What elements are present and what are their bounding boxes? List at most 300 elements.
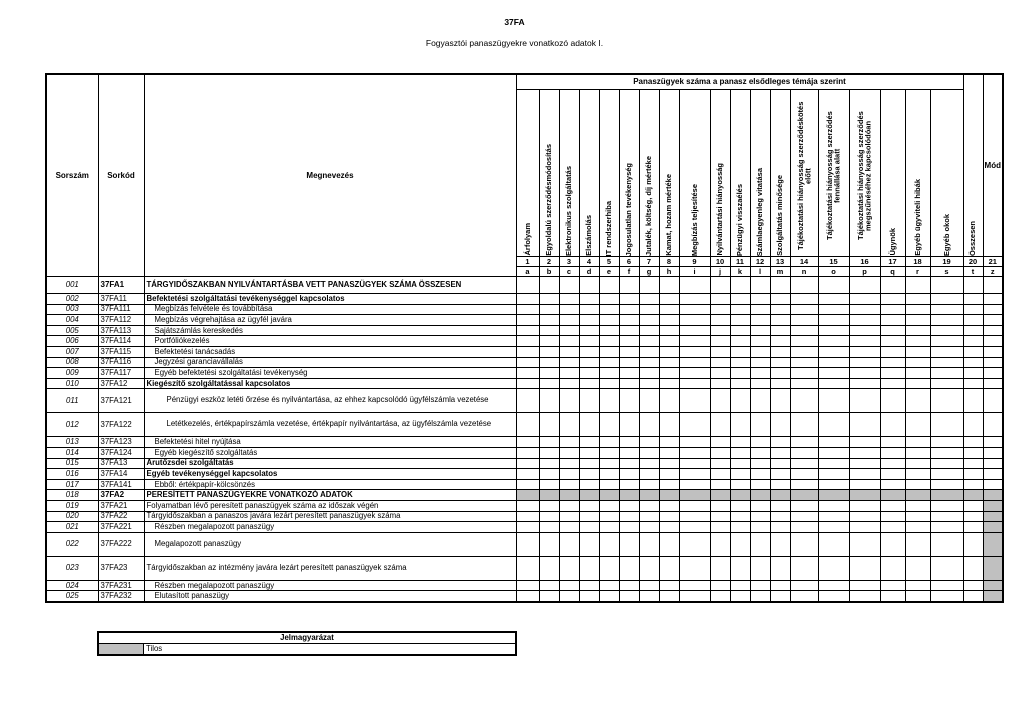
data-cell[interactable]: [619, 522, 639, 533]
data-cell[interactable]: [639, 325, 659, 336]
data-cell[interactable]: [559, 511, 579, 522]
data-cell[interactable]: [905, 325, 930, 336]
data-cell[interactable]: [770, 458, 790, 469]
data-cell[interactable]: [710, 556, 730, 580]
data-cell[interactable]: [963, 458, 983, 469]
data-cell[interactable]: [559, 458, 579, 469]
data-cell[interactable]: [880, 447, 905, 458]
data-cell[interactable]: [659, 304, 679, 315]
data-cell[interactable]: [559, 437, 579, 448]
data-cell[interactable]: [516, 346, 539, 357]
data-cell[interactable]: [639, 315, 659, 326]
data-cell[interactable]: [710, 458, 730, 469]
data-cell[interactable]: [818, 469, 849, 480]
data-cell[interactable]: [849, 479, 880, 490]
data-cell[interactable]: [790, 294, 818, 305]
data-cell[interactable]: [679, 378, 710, 389]
data-cell[interactable]: [539, 437, 559, 448]
data-cell[interactable]: [639, 469, 659, 480]
data-cell[interactable]: [619, 532, 639, 556]
data-cell[interactable]: [930, 315, 963, 326]
data-cell[interactable]: [659, 315, 679, 326]
data-cell[interactable]: [539, 336, 559, 347]
data-cell[interactable]: [619, 357, 639, 368]
data-cell[interactable]: [963, 532, 983, 556]
data-cell[interactable]: [880, 346, 905, 357]
data-cell[interactable]: [619, 511, 639, 522]
data-cell[interactable]: [963, 556, 983, 580]
data-cell[interactable]: [559, 304, 579, 315]
data-cell[interactable]: [710, 346, 730, 357]
data-cell[interactable]: [730, 458, 750, 469]
data-cell[interactable]: [579, 469, 599, 480]
data-cell[interactable]: [679, 447, 710, 458]
data-cell[interactable]: [930, 447, 963, 458]
data-cell[interactable]: [710, 357, 730, 368]
data-cell[interactable]: [710, 532, 730, 556]
data-cell[interactable]: [983, 294, 1003, 305]
data-cell[interactable]: [930, 294, 963, 305]
data-cell[interactable]: [539, 511, 559, 522]
data-cell[interactable]: [539, 479, 559, 490]
data-cell[interactable]: [849, 447, 880, 458]
data-cell[interactable]: [880, 458, 905, 469]
data-cell[interactable]: [559, 325, 579, 336]
data-cell[interactable]: [559, 469, 579, 480]
data-cell[interactable]: [983, 469, 1003, 480]
data-cell[interactable]: [930, 580, 963, 591]
data-cell[interactable]: [983, 413, 1003, 437]
data-cell[interactable]: [770, 479, 790, 490]
data-cell[interactable]: [710, 469, 730, 480]
data-cell[interactable]: [679, 368, 710, 379]
data-cell[interactable]: [539, 294, 559, 305]
data-cell[interactable]: [516, 591, 539, 602]
data-cell[interactable]: [750, 469, 770, 480]
data-cell[interactable]: [849, 532, 880, 556]
data-cell[interactable]: [679, 580, 710, 591]
data-cell[interactable]: [880, 294, 905, 305]
data-cell[interactable]: [679, 357, 710, 368]
data-cell[interactable]: [818, 591, 849, 602]
data-cell[interactable]: [516, 437, 539, 448]
data-cell[interactable]: [750, 294, 770, 305]
data-cell[interactable]: [539, 389, 559, 413]
data-cell[interactable]: [679, 346, 710, 357]
data-cell[interactable]: [730, 580, 750, 591]
data-cell[interactable]: [679, 500, 710, 511]
data-cell[interactable]: [659, 294, 679, 305]
data-cell[interactable]: [659, 556, 679, 580]
data-cell[interactable]: [710, 522, 730, 533]
data-cell[interactable]: [516, 556, 539, 580]
data-cell[interactable]: [849, 368, 880, 379]
data-cell[interactable]: [818, 447, 849, 458]
data-cell[interactable]: [963, 437, 983, 448]
data-cell[interactable]: [730, 500, 750, 511]
data-cell[interactable]: [710, 500, 730, 511]
data-cell[interactable]: [983, 479, 1003, 490]
data-cell[interactable]: [516, 458, 539, 469]
data-cell[interactable]: [983, 458, 1003, 469]
data-cell[interactable]: [750, 346, 770, 357]
data-cell[interactable]: [516, 325, 539, 336]
data-cell[interactable]: [659, 511, 679, 522]
data-cell[interactable]: [639, 304, 659, 315]
data-cell[interactable]: [730, 304, 750, 315]
data-cell[interactable]: [619, 500, 639, 511]
data-cell[interactable]: [730, 294, 750, 305]
data-cell[interactable]: [710, 511, 730, 522]
data-cell[interactable]: [750, 437, 770, 448]
data-cell[interactable]: [880, 479, 905, 490]
data-cell[interactable]: [930, 346, 963, 357]
data-cell[interactable]: [790, 532, 818, 556]
data-cell[interactable]: [639, 591, 659, 602]
data-cell[interactable]: [880, 325, 905, 336]
data-cell[interactable]: [679, 294, 710, 305]
data-cell[interactable]: [599, 447, 619, 458]
data-cell[interactable]: [818, 315, 849, 326]
data-cell[interactable]: [539, 346, 559, 357]
data-cell[interactable]: [930, 357, 963, 368]
data-cell[interactable]: [849, 294, 880, 305]
data-cell[interactable]: [516, 447, 539, 458]
data-cell[interactable]: [905, 591, 930, 602]
data-cell[interactable]: [539, 325, 559, 336]
data-cell[interactable]: [880, 389, 905, 413]
data-cell[interactable]: [983, 389, 1003, 413]
data-cell[interactable]: [679, 479, 710, 490]
data-cell[interactable]: [710, 368, 730, 379]
data-cell[interactable]: [619, 447, 639, 458]
data-cell[interactable]: [849, 591, 880, 602]
data-cell[interactable]: [930, 556, 963, 580]
data-cell[interactable]: [849, 357, 880, 368]
data-cell[interactable]: [963, 378, 983, 389]
data-cell[interactable]: [983, 378, 1003, 389]
data-cell[interactable]: [818, 413, 849, 437]
data-cell[interactable]: [849, 336, 880, 347]
data-cell[interactable]: [905, 336, 930, 347]
data-cell[interactable]: [849, 556, 880, 580]
data-cell[interactable]: [599, 437, 619, 448]
data-cell[interactable]: [579, 500, 599, 511]
data-cell[interactable]: [849, 378, 880, 389]
data-cell[interactable]: [963, 413, 983, 437]
data-cell[interactable]: [849, 304, 880, 315]
data-cell[interactable]: [730, 368, 750, 379]
data-cell[interactable]: [619, 294, 639, 305]
data-cell[interactable]: [679, 511, 710, 522]
data-cell[interactable]: [963, 389, 983, 413]
data-cell[interactable]: [619, 325, 639, 336]
data-cell[interactable]: [579, 591, 599, 602]
data-cell[interactable]: [849, 580, 880, 591]
data-cell[interactable]: [770, 346, 790, 357]
data-cell[interactable]: [659, 469, 679, 480]
data-cell[interactable]: [905, 346, 930, 357]
data-cell[interactable]: [730, 315, 750, 326]
data-cell[interactable]: [963, 357, 983, 368]
data-cell[interactable]: [516, 277, 539, 294]
data-cell[interactable]: [730, 591, 750, 602]
data-cell[interactable]: [750, 556, 770, 580]
data-cell[interactable]: [599, 500, 619, 511]
data-cell[interactable]: [539, 522, 559, 533]
data-cell[interactable]: [790, 304, 818, 315]
data-cell[interactable]: [790, 469, 818, 480]
data-cell[interactable]: [516, 500, 539, 511]
data-cell[interactable]: [880, 277, 905, 294]
data-cell[interactable]: [559, 336, 579, 347]
data-cell[interactable]: [770, 413, 790, 437]
data-cell[interactable]: [579, 325, 599, 336]
data-cell[interactable]: [516, 304, 539, 315]
data-cell[interactable]: [880, 357, 905, 368]
data-cell[interactable]: [963, 500, 983, 511]
data-cell[interactable]: [750, 532, 770, 556]
data-cell[interactable]: [619, 458, 639, 469]
data-cell[interactable]: [750, 413, 770, 437]
data-cell[interactable]: [849, 511, 880, 522]
data-cell[interactable]: [818, 556, 849, 580]
data-cell[interactable]: [963, 336, 983, 347]
data-cell[interactable]: [579, 447, 599, 458]
data-cell[interactable]: [905, 532, 930, 556]
data-cell[interactable]: [619, 304, 639, 315]
data-cell[interactable]: [639, 336, 659, 347]
data-cell[interactable]: [880, 532, 905, 556]
data-cell[interactable]: [579, 304, 599, 315]
data-cell[interactable]: [516, 315, 539, 326]
data-cell[interactable]: [750, 458, 770, 469]
data-cell[interactable]: [930, 479, 963, 490]
data-cell[interactable]: [770, 522, 790, 533]
data-cell[interactable]: [905, 522, 930, 533]
data-cell[interactable]: [790, 447, 818, 458]
data-cell[interactable]: [963, 368, 983, 379]
data-cell[interactable]: [599, 511, 619, 522]
data-cell[interactable]: [559, 479, 579, 490]
data-cell[interactable]: [619, 437, 639, 448]
data-cell[interactable]: [679, 277, 710, 294]
data-cell[interactable]: [905, 294, 930, 305]
data-cell[interactable]: [579, 580, 599, 591]
data-cell[interactable]: [770, 532, 790, 556]
data-cell[interactable]: [790, 357, 818, 368]
data-cell[interactable]: [750, 580, 770, 591]
data-cell[interactable]: [599, 413, 619, 437]
data-cell[interactable]: [579, 357, 599, 368]
data-cell[interactable]: [983, 325, 1003, 336]
data-cell[interactable]: [750, 368, 770, 379]
data-cell[interactable]: [659, 325, 679, 336]
data-cell[interactable]: [770, 437, 790, 448]
data-cell[interactable]: [559, 315, 579, 326]
data-cell[interactable]: [818, 437, 849, 448]
data-cell[interactable]: [579, 378, 599, 389]
data-cell[interactable]: [599, 556, 619, 580]
data-cell[interactable]: [750, 447, 770, 458]
data-cell[interactable]: [849, 458, 880, 469]
data-cell[interactable]: [930, 325, 963, 336]
data-cell[interactable]: [619, 469, 639, 480]
data-cell[interactable]: [559, 413, 579, 437]
data-cell[interactable]: [770, 315, 790, 326]
data-cell[interactable]: [559, 277, 579, 294]
data-cell[interactable]: [639, 378, 659, 389]
data-cell[interactable]: [963, 469, 983, 480]
data-cell[interactable]: [930, 500, 963, 511]
data-cell[interactable]: [818, 346, 849, 357]
data-cell[interactable]: [679, 532, 710, 556]
data-cell[interactable]: [880, 378, 905, 389]
data-cell[interactable]: [983, 315, 1003, 326]
data-cell[interactable]: [639, 346, 659, 357]
data-cell[interactable]: [639, 580, 659, 591]
data-cell[interactable]: [818, 500, 849, 511]
data-cell[interactable]: [679, 413, 710, 437]
data-cell[interactable]: [599, 277, 619, 294]
data-cell[interactable]: [750, 336, 770, 347]
data-cell[interactable]: [963, 580, 983, 591]
data-cell[interactable]: [710, 336, 730, 347]
data-cell[interactable]: [599, 580, 619, 591]
data-cell[interactable]: [639, 522, 659, 533]
data-cell[interactable]: [579, 368, 599, 379]
data-cell[interactable]: [750, 378, 770, 389]
data-cell[interactable]: [905, 469, 930, 480]
data-cell[interactable]: [619, 389, 639, 413]
data-cell[interactable]: [750, 389, 770, 413]
data-cell[interactable]: [559, 346, 579, 357]
data-cell[interactable]: [770, 294, 790, 305]
data-cell[interactable]: [599, 325, 619, 336]
data-cell[interactable]: [516, 479, 539, 490]
data-cell[interactable]: [930, 522, 963, 533]
data-cell[interactable]: [659, 336, 679, 347]
data-cell[interactable]: [930, 511, 963, 522]
data-cell[interactable]: [516, 368, 539, 379]
data-cell[interactable]: [905, 304, 930, 315]
data-cell[interactable]: [905, 556, 930, 580]
data-cell[interactable]: [599, 532, 619, 556]
data-cell[interactable]: [963, 591, 983, 602]
data-cell[interactable]: [790, 437, 818, 448]
data-cell[interactable]: [750, 511, 770, 522]
data-cell[interactable]: [559, 532, 579, 556]
data-cell[interactable]: [659, 277, 679, 294]
data-cell[interactable]: [659, 458, 679, 469]
data-cell[interactable]: [790, 458, 818, 469]
data-cell[interactable]: [880, 304, 905, 315]
data-cell[interactable]: [880, 336, 905, 347]
data-cell[interactable]: [905, 277, 930, 294]
data-cell[interactable]: [579, 556, 599, 580]
data-cell[interactable]: [579, 315, 599, 326]
data-cell[interactable]: [983, 336, 1003, 347]
data-cell[interactable]: [599, 368, 619, 379]
data-cell[interactable]: [710, 447, 730, 458]
data-cell[interactable]: [930, 389, 963, 413]
data-cell[interactable]: [639, 500, 659, 511]
data-cell[interactable]: [539, 315, 559, 326]
data-cell[interactable]: [639, 458, 659, 469]
data-cell[interactable]: [983, 447, 1003, 458]
data-cell[interactable]: [905, 447, 930, 458]
data-cell[interactable]: [579, 532, 599, 556]
data-cell[interactable]: [963, 479, 983, 490]
data-cell[interactable]: [905, 357, 930, 368]
data-cell[interactable]: [905, 368, 930, 379]
data-cell[interactable]: [750, 357, 770, 368]
data-cell[interactable]: [905, 437, 930, 448]
data-cell[interactable]: [880, 580, 905, 591]
data-cell[interactable]: [516, 511, 539, 522]
data-cell[interactable]: [599, 357, 619, 368]
data-cell[interactable]: [770, 447, 790, 458]
data-cell[interactable]: [619, 277, 639, 294]
data-cell[interactable]: [599, 336, 619, 347]
data-cell[interactable]: [619, 336, 639, 347]
data-cell[interactable]: [659, 389, 679, 413]
data-cell[interactable]: [539, 591, 559, 602]
data-cell[interactable]: [710, 437, 730, 448]
data-cell[interactable]: [750, 277, 770, 294]
data-cell[interactable]: [639, 277, 659, 294]
data-cell[interactable]: [849, 389, 880, 413]
data-cell[interactable]: [516, 469, 539, 480]
data-cell[interactable]: [818, 522, 849, 533]
data-cell[interactable]: [539, 556, 559, 580]
data-cell[interactable]: [770, 368, 790, 379]
data-cell[interactable]: [905, 580, 930, 591]
data-cell[interactable]: [750, 304, 770, 315]
data-cell[interactable]: [770, 378, 790, 389]
data-cell[interactable]: [849, 315, 880, 326]
data-cell[interactable]: [599, 346, 619, 357]
data-cell[interactable]: [659, 447, 679, 458]
data-cell[interactable]: [849, 325, 880, 336]
data-cell[interactable]: [599, 294, 619, 305]
data-cell[interactable]: [818, 325, 849, 336]
data-cell[interactable]: [930, 378, 963, 389]
data-cell[interactable]: [770, 325, 790, 336]
data-cell[interactable]: [818, 580, 849, 591]
data-cell[interactable]: [710, 413, 730, 437]
data-cell[interactable]: [619, 368, 639, 379]
data-cell[interactable]: [750, 500, 770, 511]
data-cell[interactable]: [930, 532, 963, 556]
data-cell[interactable]: [963, 511, 983, 522]
data-cell[interactable]: [579, 413, 599, 437]
data-cell[interactable]: [710, 277, 730, 294]
data-cell[interactable]: [730, 447, 750, 458]
data-cell[interactable]: [639, 389, 659, 413]
data-cell[interactable]: [599, 522, 619, 533]
data-cell[interactable]: [905, 413, 930, 437]
data-cell[interactable]: [679, 389, 710, 413]
data-cell[interactable]: [770, 591, 790, 602]
data-cell[interactable]: [619, 591, 639, 602]
data-cell[interactable]: [539, 447, 559, 458]
data-cell[interactable]: [539, 304, 559, 315]
data-cell[interactable]: [818, 368, 849, 379]
data-cell[interactable]: [730, 413, 750, 437]
data-cell[interactable]: [516, 522, 539, 533]
data-cell[interactable]: [730, 336, 750, 347]
